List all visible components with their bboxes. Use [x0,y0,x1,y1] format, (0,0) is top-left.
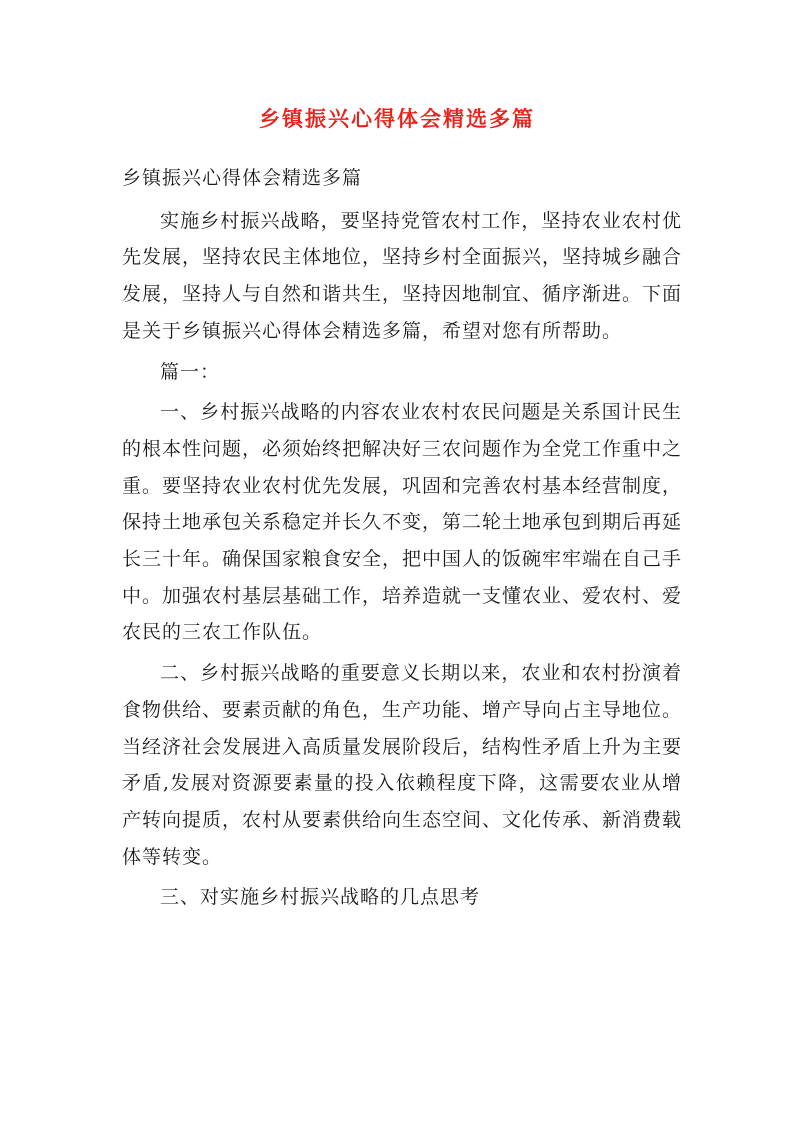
document-subtitle: 乡镇振兴心得体会精选多篇 [122,167,363,189]
document-title: 乡镇振兴心得体会精选多篇 [259,106,535,131]
body-paragraph: 三、对实施乡村振兴战略的几点思考 [160,886,481,909]
body-paragraph: 二、乡村振兴战略的重要意义长期以来，农业和农村扮演着食物供给、要素贡献的角色，生产功能、增产导向占主导地位。当经济社会发展进入高质量发展阶段后，结构性矛盾上升为主要矛盾,发展对资源要素量的投入依赖程度下降，这需要农业从增产转向提质，农村从要素供给向生态空间、文化传承、新消费载体等转变。 [122,662,683,868]
document-body [122,160,682,916]
intro-paragraph: 实施乡村振兴战略，要坚持党管农村工作，坚持农业农村优先发展，坚持农民主体地位，坚持乡村全面振兴，坚持城乡融合发展，坚持人与自然和谐共生，坚持因地制宜、循序渐进。下面是关于乡镇振兴心得体会精选多篇，希望对您有所帮助。 [122,209,683,342]
body-paragraph: 一、乡村振兴战略的内容农业农村农民问题是关系国计民生的根本性问题，必须始终把解决好三农问题作为全党工作重中之重。要坚持农业农村优先发展，巩固和完善农村基本经营制度，保持土地承包关系稳定并长久不变，第二轮土地承包到期后再延长三十年。确保国家粮食安全，把中国人的饭碗牢牢端在自己手中。加强农村基层基础工作，培养造就一支懂农业、爱农村、爱农民的三农工作队伍。 [122,401,683,644]
section-heading: 篇一： [160,360,221,383]
